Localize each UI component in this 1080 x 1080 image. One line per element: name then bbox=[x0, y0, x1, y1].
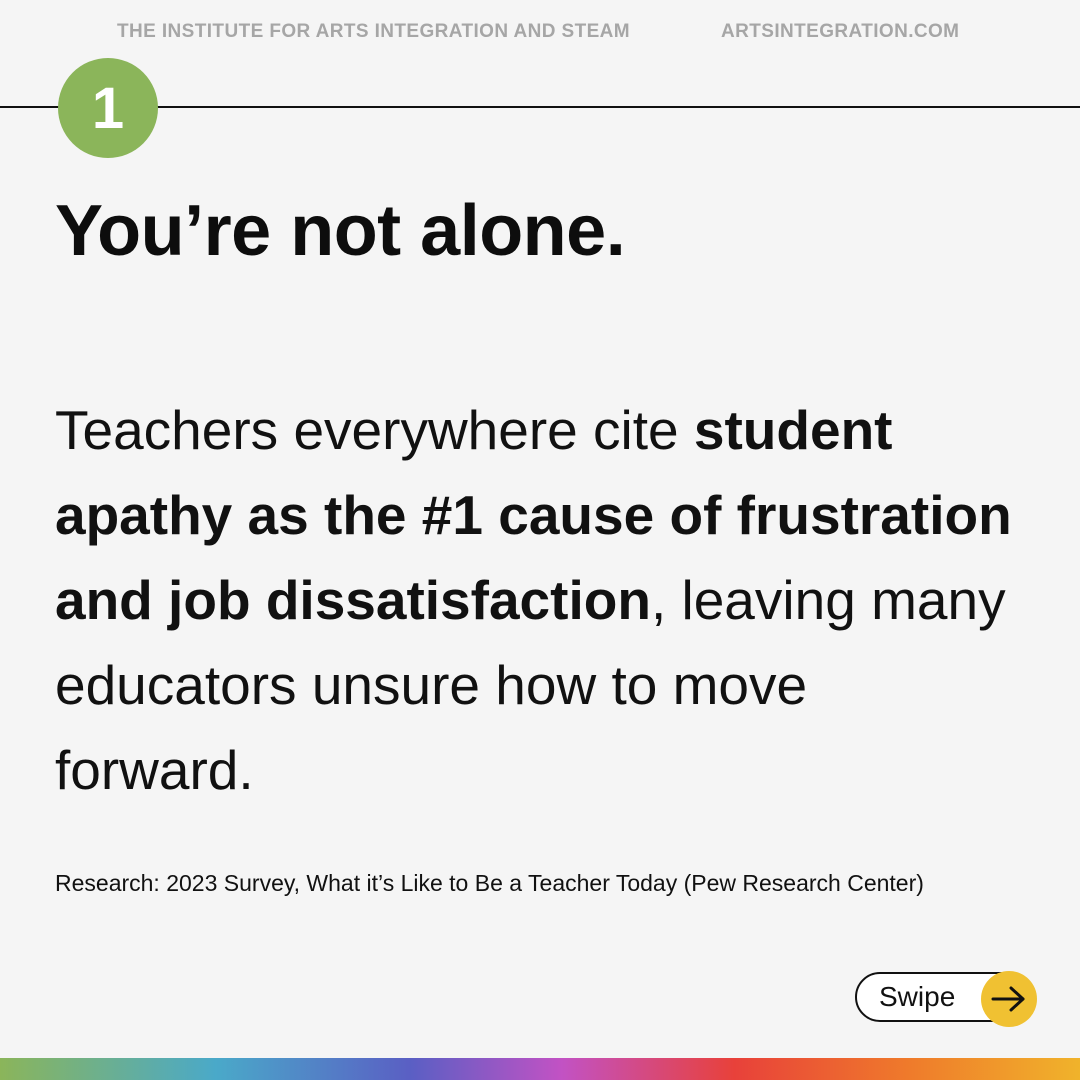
slide-number-badge bbox=[58, 58, 158, 158]
arrow-right-icon bbox=[981, 971, 1037, 1027]
slide-number: 1 bbox=[91, 75, 125, 141]
body-intro: Teachers everywhere cite bbox=[55, 399, 694, 461]
header-divider bbox=[0, 106, 1080, 108]
body-highlight: student apathy as the #1 cause of frustration and job dissatisfaction bbox=[55, 399, 1012, 631]
header-website[interactable]: ARTSINTEGRATION.COM bbox=[721, 21, 960, 42]
swipe-button[interactable] bbox=[855, 972, 1035, 1022]
swipe-label: Swipe bbox=[879, 981, 956, 1012]
slide-body bbox=[55, 388, 1015, 813]
body-outro: , leaving many educators unsure how to move forward. bbox=[55, 569, 1006, 801]
slide-title: You’re not alone. bbox=[55, 191, 626, 271]
research-citation: Research: 2023 Survey, What it’s Like to Be a Teacher Today (Pew Research Center) bbox=[55, 870, 924, 896]
rainbow-footer-bar bbox=[0, 1058, 1080, 1080]
header-organization: THE INSTITUTE FOR ARTS INTEGRATION AND STEAM bbox=[117, 21, 630, 42]
